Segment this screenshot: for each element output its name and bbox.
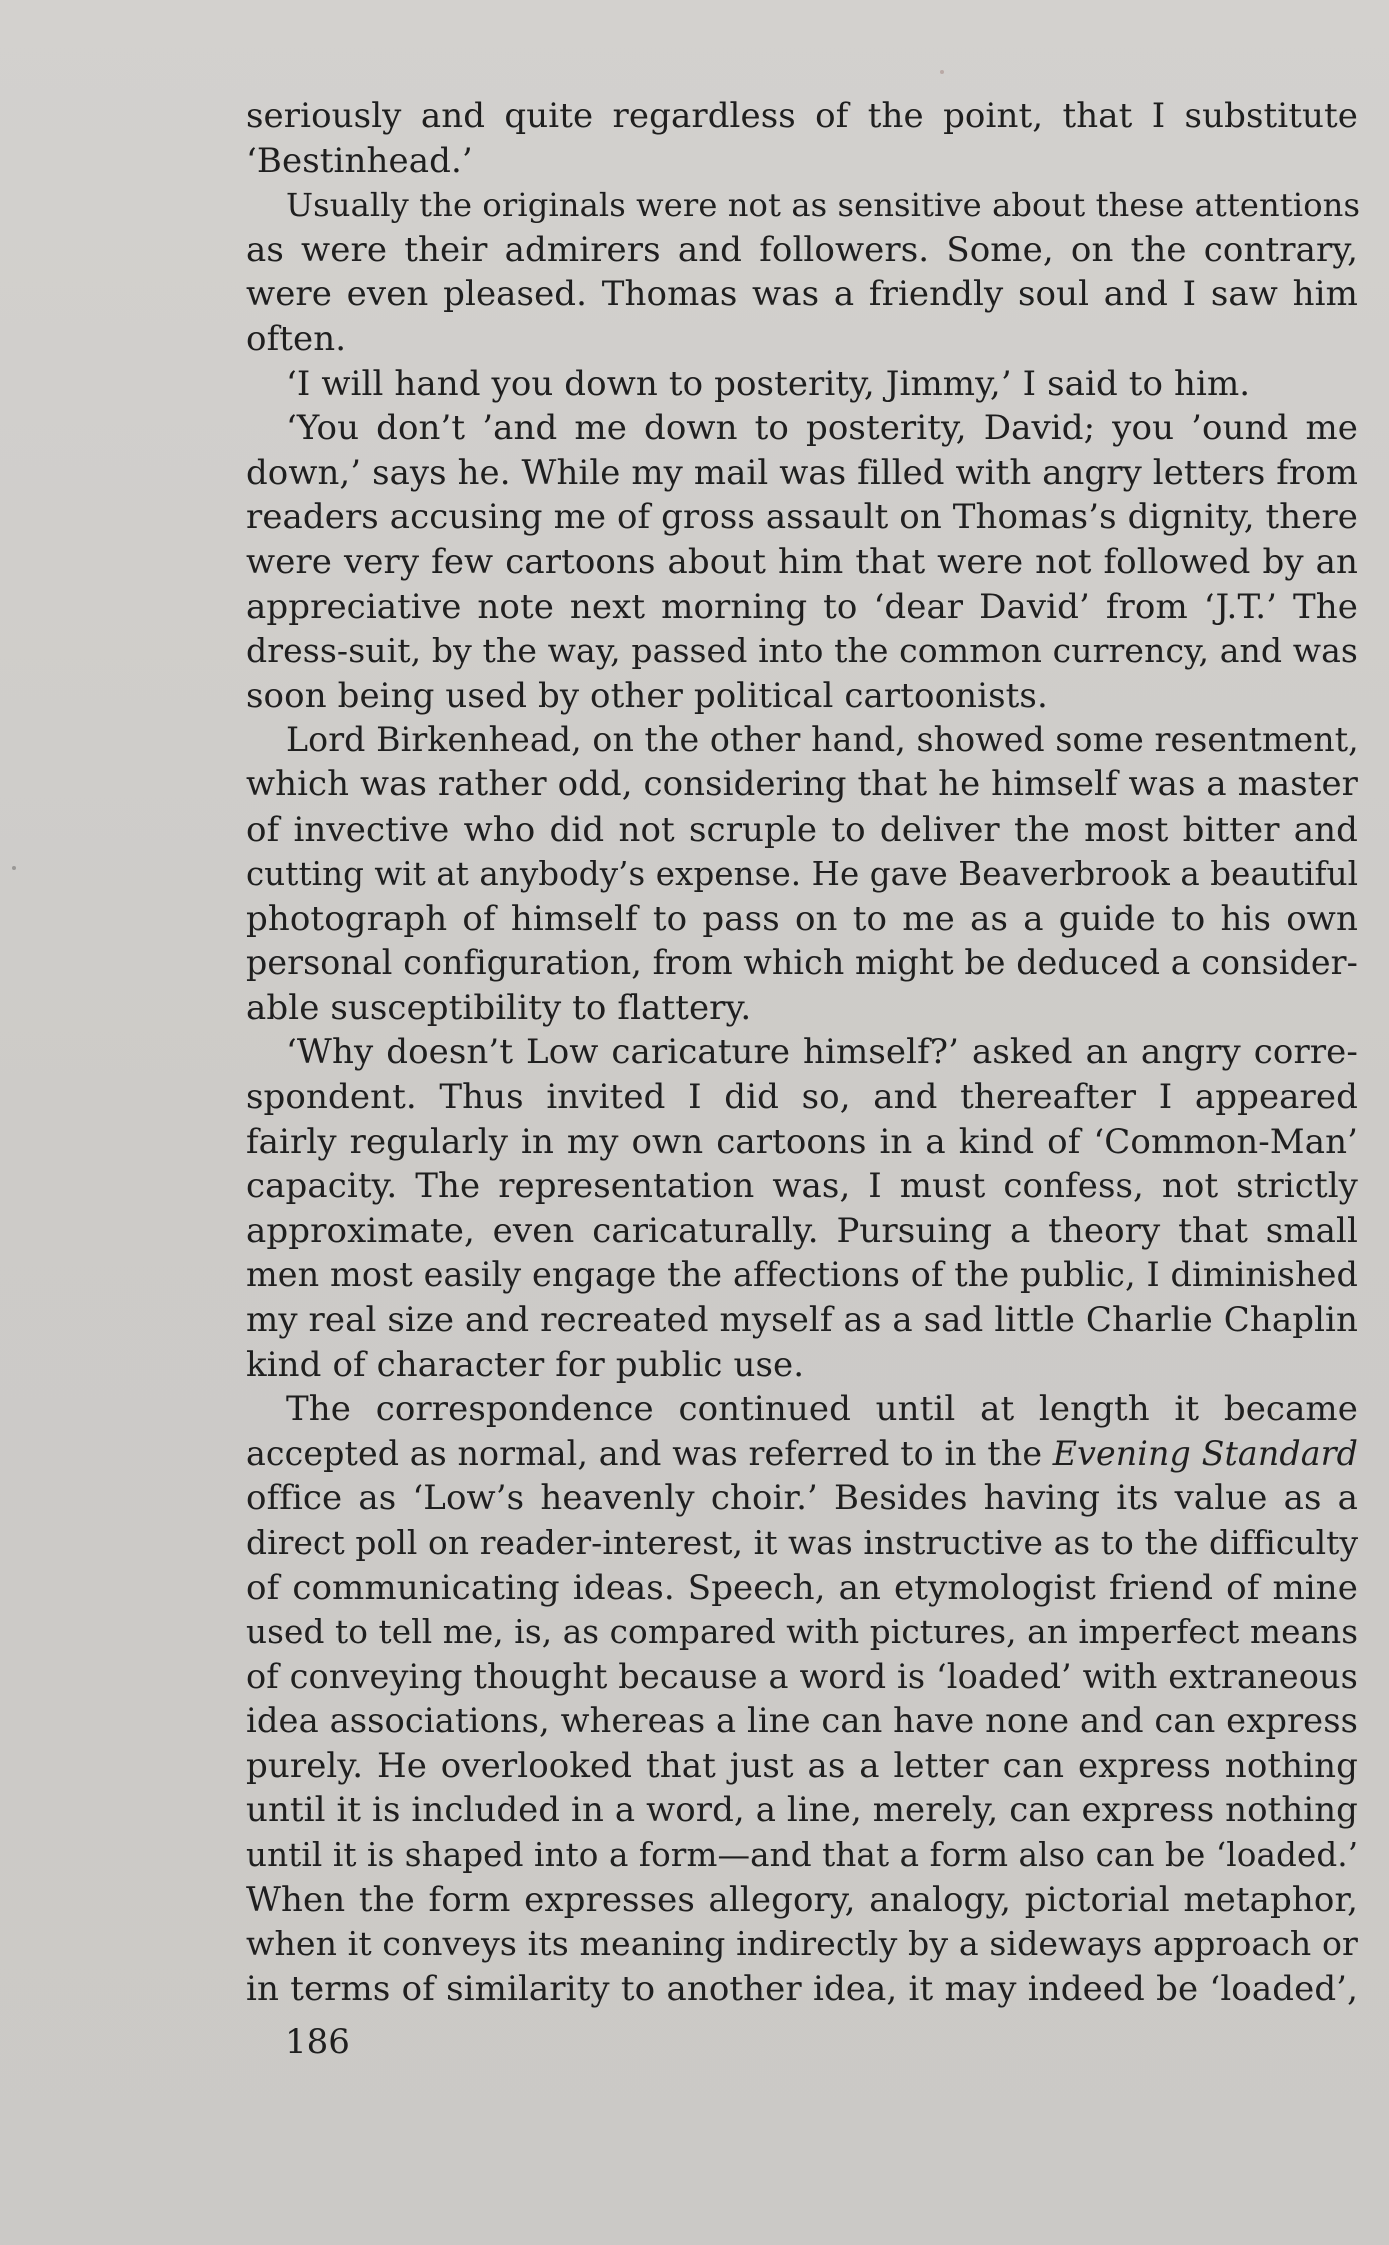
text-line: cutting wit at anybody’s expense. He gave Beaverbrook a beautiful — [246, 855, 1359, 894]
text-line: personal configuration, from which might be deduced a consider- — [246, 943, 1358, 983]
text-line: dress-suit, by the way, passed into the common currency, and was — [246, 631, 1358, 671]
text-line: fairly regularly in my own cartoons in a kind of ‘Common-Man’ — [246, 1121, 1358, 1162]
text-line: ‘You don’t ’and me down to posterity, David; you ’ound me — [286, 408, 1358, 449]
text-line: soon being used by other political cartoonists. — [246, 675, 1048, 716]
newspaper-title: Evening Standard — [1052, 1433, 1358, 1473]
body-text — [246, 94, 1361, 2012]
text-line: often. — [246, 318, 347, 359]
text-line: of conveying thought because a word is ‘loaded’ with extraneous — [246, 1656, 1358, 1696]
text-line: men most easily engage the affections of the public, I diminished — [246, 1255, 1358, 1295]
text-line: ‘I will hand you down to posterity, Jimmy,’ I said to him. — [286, 363, 1251, 404]
text-line: of communicating ideas. Speech, an etymologist friend of mine — [246, 1567, 1358, 1608]
text-line: direct poll on reader-interest, it was instructive as to the difficulty — [246, 1524, 1359, 1562]
text-line: until it is included in a word, a line, merely, can express nothing — [246, 1790, 1358, 1830]
text-line: used to tell me, is, as compared with pictures, an imperfect means — [246, 1613, 1359, 1652]
text-line: ‘Why doesn’t Low caricature himself?’ asked an angry corre- — [286, 1032, 1358, 1073]
text-line: purely. He overlooked that just as a letter can express nothing — [246, 1745, 1358, 1786]
page-number: 186 — [285, 2022, 350, 2062]
text-line: as were their admirers and followers. Some, on the contrary, — [246, 229, 1358, 270]
text-line: office as ‘Low’s heavenly choir.’ Besides having its value as a — [246, 1478, 1358, 1519]
text-line: when it conveys its meaning indirectly by a sideways approach or — [246, 1924, 1358, 1964]
text-line: spondent. Thus invited I did so, and thereafter I appeared — [246, 1077, 1358, 1118]
text-line: appreciative note next morning to ‘dear David’ from ‘J.T.’ The — [246, 586, 1358, 627]
text-line: photograph of himself to pass on to me as a guide to his own — [246, 898, 1358, 939]
text-line: The correspondence continued until at length it became — [286, 1389, 1358, 1430]
text-line: capacity. The representation was, I must confess, not strictly — [246, 1166, 1358, 1207]
text-line: able susceptibility to flattery. — [246, 987, 752, 1028]
text-line: ‘Bestinhead.’ — [246, 140, 473, 181]
text-line: readers accusing me of gross assault on Thomas’s dignity, there — [246, 497, 1358, 538]
text-line: in terms of similarity to another idea, it may indeed be ‘loaded’, — [246, 1968, 1358, 2009]
text-line: of invective who did not scruple to deliver the most bitter and — [246, 809, 1358, 850]
text-line: seriously and quite regardless of the point, that I substitute — [246, 96, 1358, 136]
paper-speck — [940, 70, 944, 74]
text-line: approximate, even caricaturally. Pursuing a theory that small — [246, 1210, 1358, 1251]
text-line: Usually the originals were not as sensitive about these attentions — [286, 186, 1361, 225]
text-line: When the form expresses allegory, analogy, pictorial metaphor, — [246, 1879, 1358, 1920]
text-line: down,’ says he. While my mail was filled with angry letters from — [246, 452, 1358, 492]
paper-speck — [12, 866, 16, 870]
text-line: until it is shaped into a form—and that a form also can be ‘loaded.’ — [246, 1836, 1359, 1875]
text-line: kind of character for public use. — [246, 1344, 805, 1385]
text-line: Lord Birkenhead, on the other hand, showed some resentment, — [286, 720, 1359, 760]
text-line: were very few cartoons about him that were not followed by an — [246, 541, 1358, 582]
text-line: which was rather odd, considering that he himself was a master — [246, 764, 1358, 804]
text-line: were even pleased. Thomas was a friendly soul and I saw him — [246, 274, 1358, 315]
text-line: my real size and recreated myself as a sad little Charlie Chaplin — [246, 1300, 1358, 1341]
text-line: idea associations, whereas a line can have none and can express — [246, 1701, 1358, 1741]
text-line: accepted as normal, and was referred to in the Evening Standard — [246, 1433, 1358, 1473]
